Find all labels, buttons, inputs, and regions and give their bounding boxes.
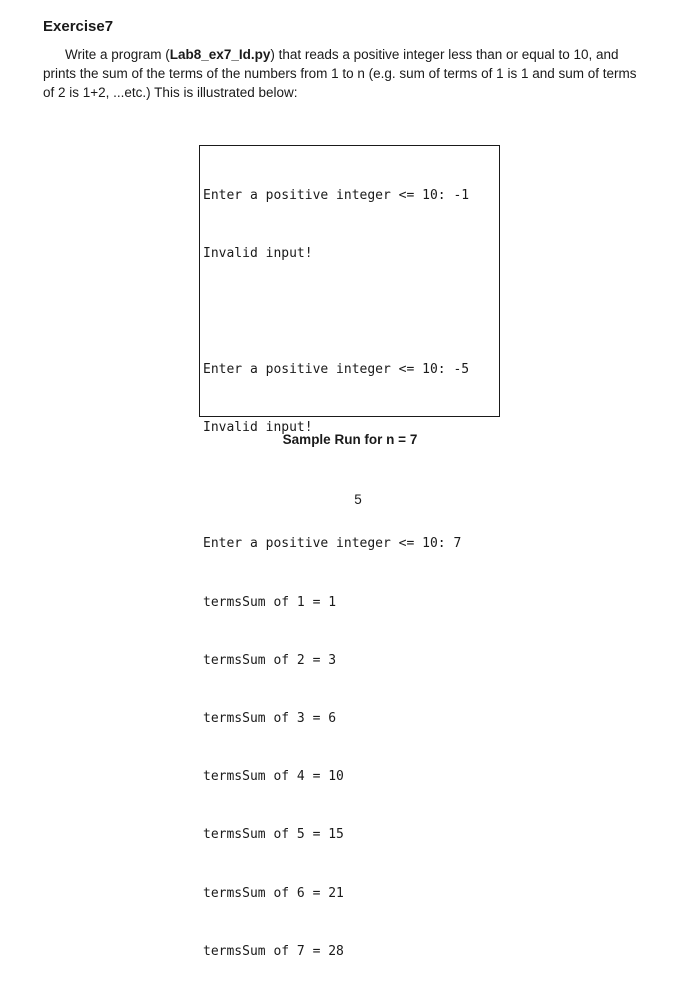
sample-run-caption: Sample Run for n = 7	[282, 432, 418, 447]
console-line: termsSum of 3 = 6	[203, 710, 337, 726]
console-line: termsSum of 5 = 15	[203, 827, 344, 843]
console-line: Enter a positive integer <= 10: -1	[203, 187, 470, 203]
console-line: Invalid input!	[203, 246, 313, 262]
console-gap	[203, 302, 499, 321]
console-line: Enter a positive integer <= 10: -5	[203, 362, 470, 378]
console-line: termsSum of 7 = 28	[203, 943, 344, 959]
exercise-title: Exercise7	[43, 18, 114, 35]
console-line: Enter a positive integer <= 10: 7	[203, 536, 462, 552]
console-line: termsSum of 6 = 21	[203, 885, 344, 901]
filename: Lab8_ex7_Id.py	[169, 47, 271, 62]
console-line: termsSum of 4 = 10	[203, 769, 344, 785]
console-line: termsSum of 1 = 1	[203, 594, 337, 610]
console-line: termsSum of 2 = 3	[203, 652, 337, 668]
description-pre: Write a program (	[65, 47, 170, 62]
exercise-description	[43, 45, 643, 102]
description-post: ) that reads a positive integer less than or equal to 10, and prints the sum of the terms of the numbers from 1 to n (e.g. sum of terms of 1 is 1 and sum of terms of 2 is 1+2, ...etc.) This is illustrated below:	[43, 47, 637, 100]
page-number: 5	[354, 492, 362, 507]
console-line: Invalid input!	[203, 420, 313, 436]
